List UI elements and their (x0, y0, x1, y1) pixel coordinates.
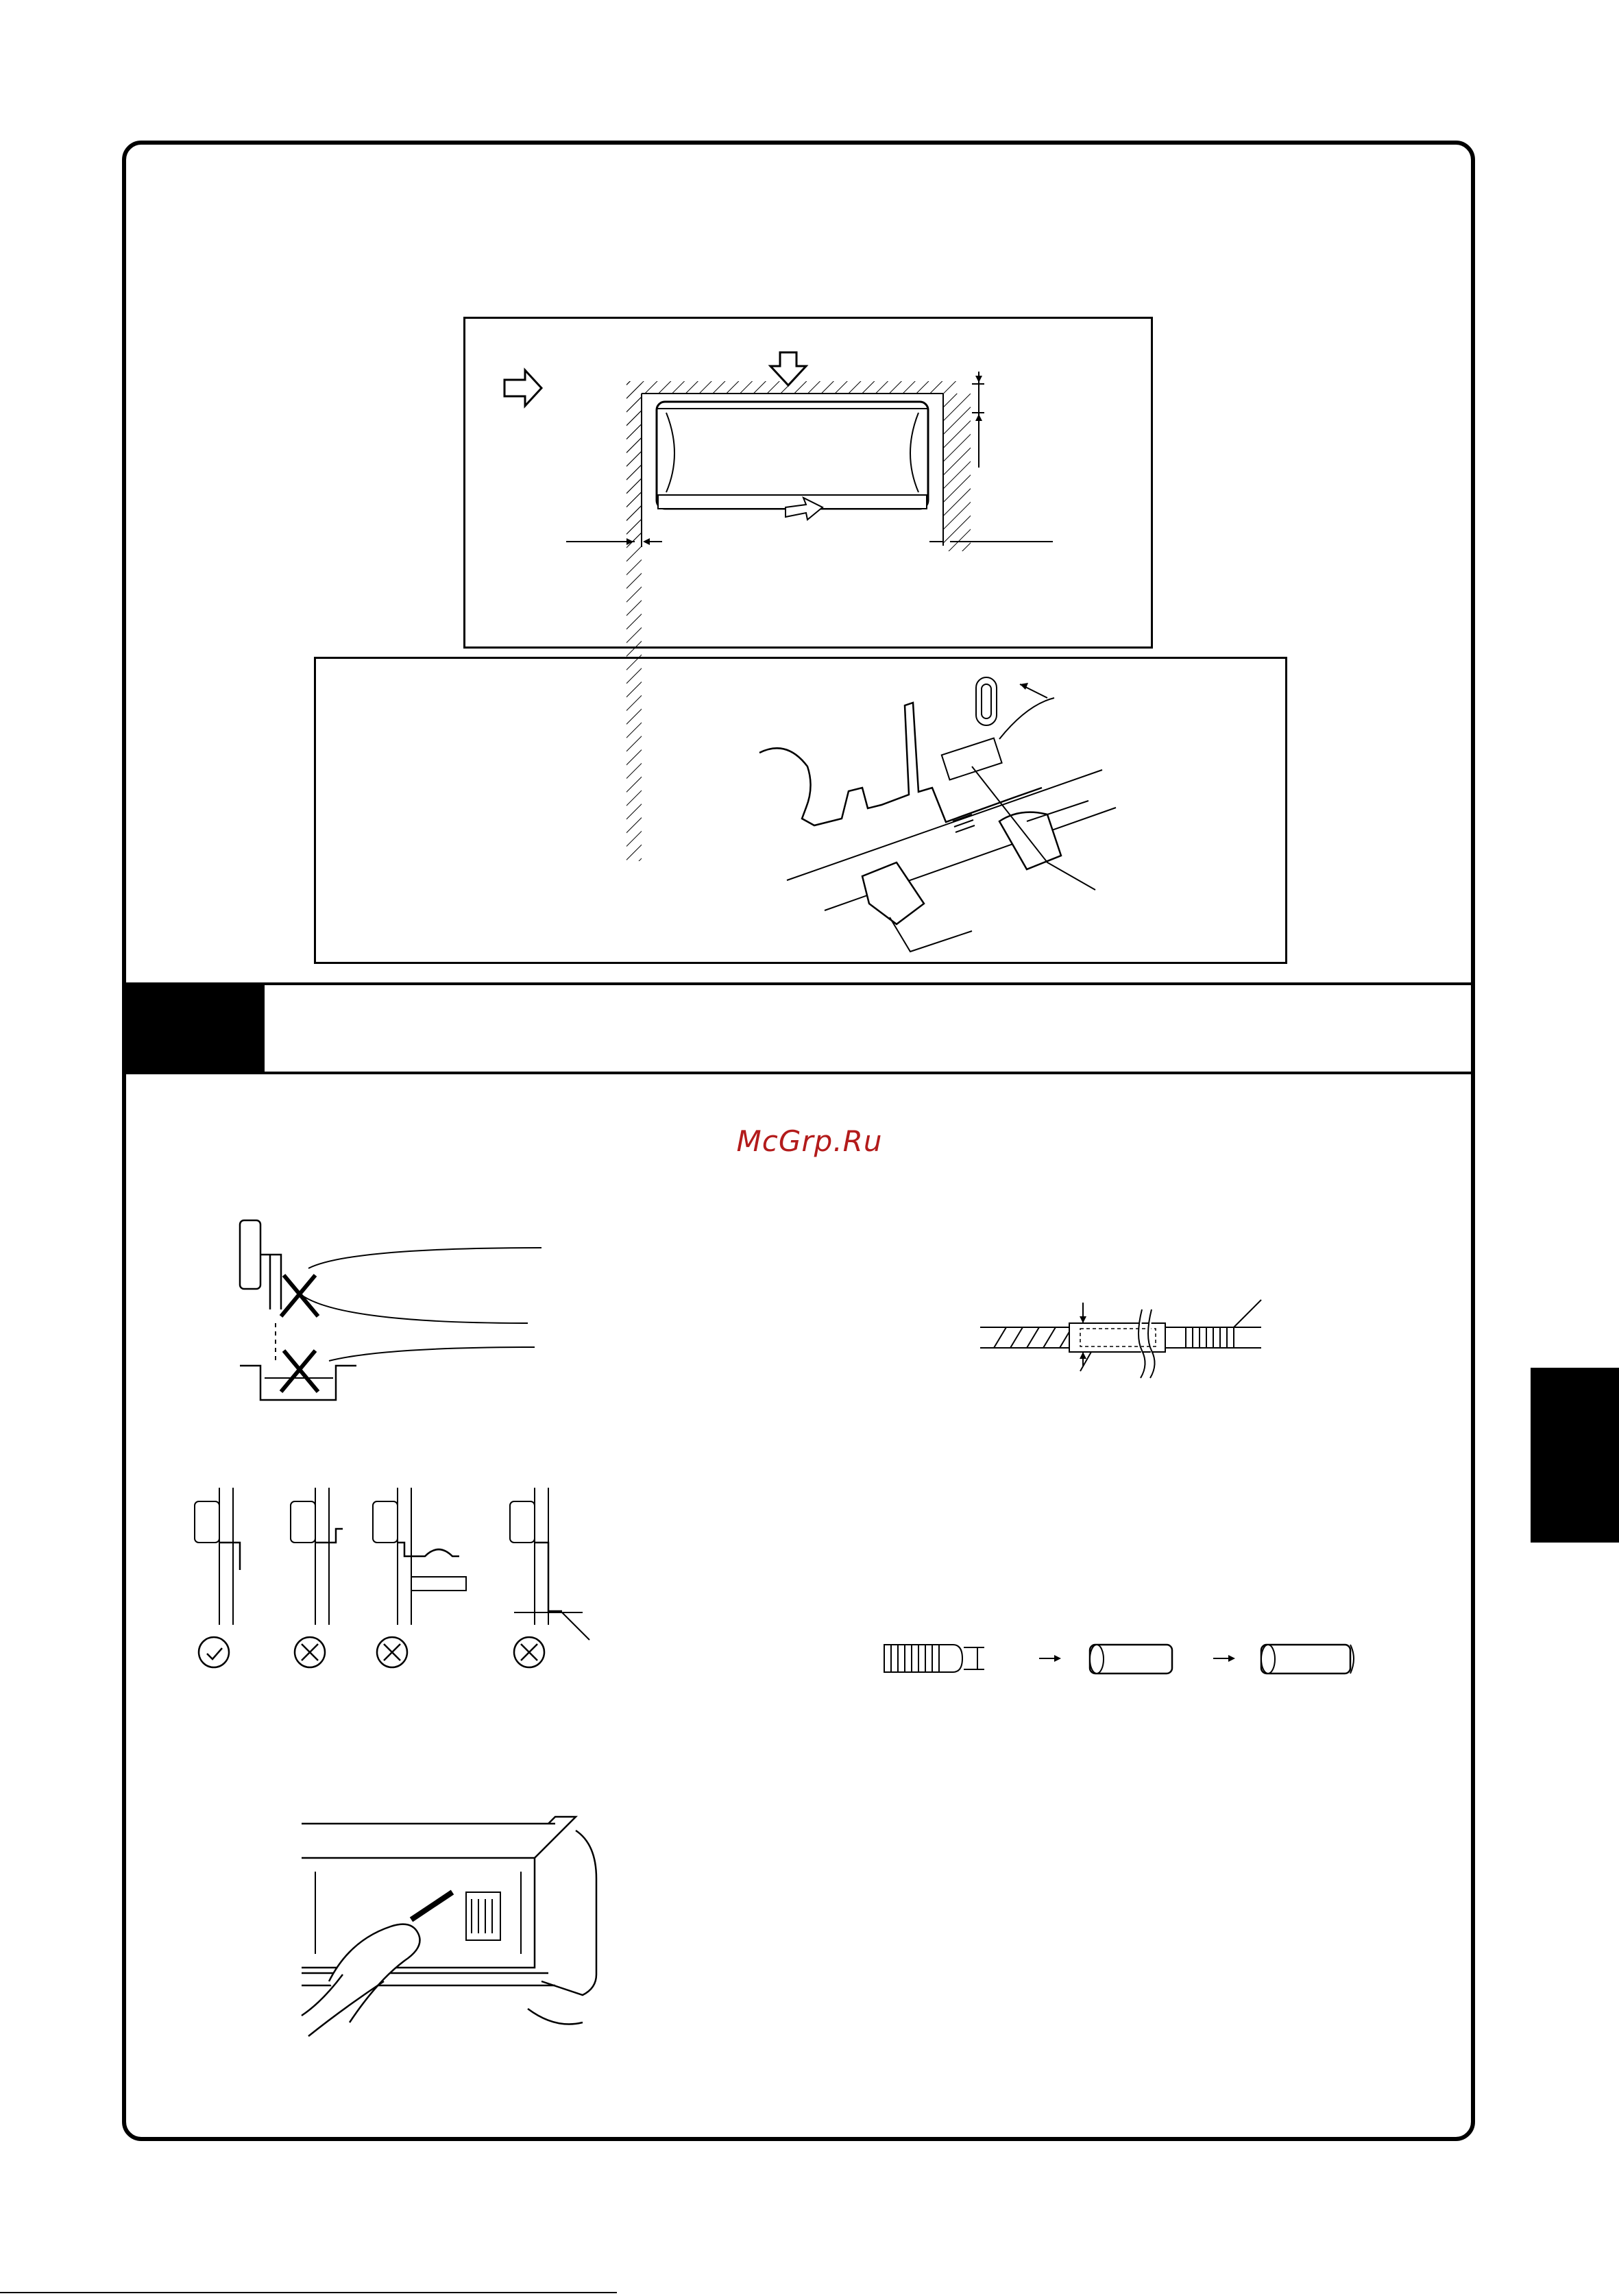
front-arrow-icon (504, 370, 541, 406)
routing-ng-example-3 (510, 1488, 589, 1667)
section-rule-top (125, 982, 1472, 985)
side-thumb-tab (1531, 1368, 1619, 1543)
watermark: McGrp.Ru (736, 1124, 883, 1158)
drain-hose-cut-sequence (877, 1635, 1371, 1683)
indoor-unit-front-open-diagram (302, 1810, 624, 2036)
section-number-block (125, 984, 265, 1073)
wall-plate-hook-diagram (314, 657, 1287, 964)
routing-ng-example-1 (291, 1488, 343, 1667)
footer-rule (0, 2292, 617, 2293)
drain-hose-routing-examples (192, 1488, 617, 1680)
top-arrow-icon (770, 352, 806, 385)
routing-ng-example-2 (373, 1488, 466, 1667)
install-space-diagram (463, 317, 1153, 649)
section-rule-bottom (125, 1072, 1472, 1074)
drain-hose-insulation-diagram (980, 1275, 1268, 1371)
drain-hose-wrong-diagram (226, 1213, 535, 1405)
routing-ok-example (195, 1488, 240, 1667)
